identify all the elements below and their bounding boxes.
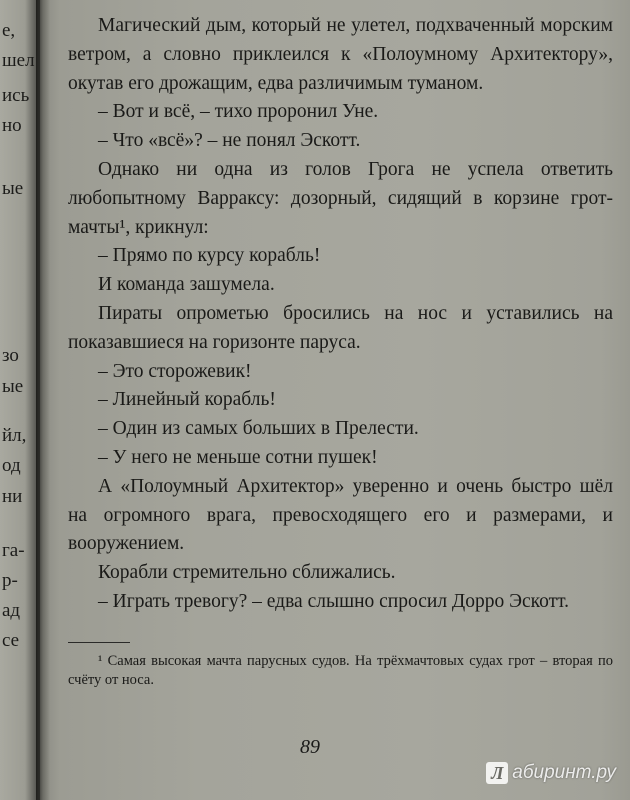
left-page-fragment: ни bbox=[2, 486, 23, 507]
dialogue-line: – Вот и всё, – тихо проронил Уне. bbox=[98, 101, 379, 123]
labirint-logo-icon: Л bbox=[486, 762, 508, 784]
left-page-edge bbox=[0, 0, 40, 800]
page-number: 89 bbox=[300, 736, 320, 758]
left-page-fragment: ись bbox=[2, 85, 30, 106]
watermark-text: абиринт.ру bbox=[512, 762, 616, 783]
left-page-fragment: но bbox=[2, 115, 22, 136]
dialogue-line: – Один из самых больших в Прелести. bbox=[98, 418, 419, 440]
left-page-fragment: га- bbox=[2, 540, 25, 561]
paragraph: А «Полоумный Архитектор» уверенно и очень быстро шёл на огромного врага, превосходящего его и размерами, и вооружением. bbox=[68, 475, 613, 555]
left-page-fragment: ые bbox=[2, 178, 24, 199]
dialogue-line: – Что «всё»? – не понял Эскотт. bbox=[98, 130, 361, 152]
watermark bbox=[486, 762, 616, 784]
paragraph: Пираты опрометью бросились на нос и уставились на показавшиеся на горизонте паруса. bbox=[68, 302, 613, 353]
paragraph: Корабли стремительно сближались. bbox=[98, 562, 396, 584]
book-gutter-shadow bbox=[36, 0, 50, 800]
left-page-fragment: зо bbox=[2, 345, 19, 366]
left-page-fragment: йл, bbox=[2, 425, 27, 446]
paragraph: И команда зашумела. bbox=[98, 274, 275, 296]
dialogue-line: – Играть тревогу? – едва слышно спросил Дорро Эскотт. bbox=[98, 590, 570, 612]
dialogue-line: – Это сторожевик! bbox=[98, 360, 252, 382]
left-page-fragment: се bbox=[2, 630, 20, 651]
dialogue-line: – У него не меньше сотни пушек! bbox=[98, 446, 378, 468]
dialogue-line: – Прямо по курсу корабль! bbox=[98, 245, 321, 267]
page-body bbox=[68, 12, 613, 617]
left-page-fragment: е, bbox=[2, 20, 16, 41]
footnote-divider bbox=[68, 642, 130, 643]
left-page-fragment: шел bbox=[2, 50, 35, 71]
footnote: ¹ Самая высокая мачта парусных судов. На трёхмачтовых судах грот – вторая по счёту от носа. bbox=[68, 653, 613, 688]
left-page-fragment: ые bbox=[2, 376, 24, 397]
book-page bbox=[50, 0, 630, 800]
paragraph: Однако ни одна из голов Грога не успела ответить любопытному Варраксу: дозорный, сидящий в корзине грот-мачты¹, крикнул: bbox=[68, 158, 613, 238]
left-page-fragment: од bbox=[2, 455, 21, 476]
left-page-fragment: ад bbox=[2, 600, 21, 621]
dialogue-line: – Линейный корабль! bbox=[98, 389, 276, 411]
paragraph: Магический дым, который не улетел, подхваченный морским ветром, а словно приклеился к «Полоумному Архитектору», окутав его дрожащим, едва различимым туманом. bbox=[68, 15, 613, 94]
left-page-fragment: р- bbox=[2, 570, 18, 591]
